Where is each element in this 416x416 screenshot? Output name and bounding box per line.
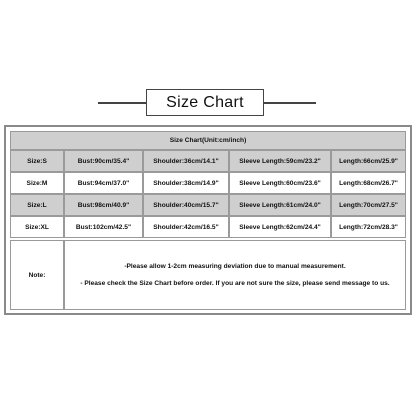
sleeve-length-cell: Sleeve Length:59cm/23.2" — [229, 150, 331, 172]
sleeve-length-cell: Sleeve Length:62cm/24.4" — [229, 216, 331, 238]
title-rule-left — [98, 102, 148, 104]
shoulder-cell: Shoulder:38cm/14.9" — [143, 172, 229, 194]
length-cell: Length:68cm/26.7" — [331, 172, 406, 194]
length-cell: Length:72cm/28.3" — [331, 216, 406, 238]
size-cell: Size:XL — [10, 216, 64, 238]
table-caption: Size Chart(Unit:cm/inch) — [10, 131, 406, 150]
title-rule-right — [264, 102, 316, 104]
shoulder-cell: Shoulder:42cm/16.5" — [143, 216, 229, 238]
sleeve-length-cell: Sleeve Length:61cm/24.0" — [229, 194, 331, 216]
note-line-1: -Please allow 1-2cm measuring deviation due to manual measurement. — [124, 263, 346, 270]
bust-cell: Bust:90cm/35.4" — [64, 150, 143, 172]
bust-cell: Bust:102cm/42.5" — [64, 216, 143, 238]
size-cell: Size:S — [10, 150, 64, 172]
length-cell: Length:70cm/27.5" — [331, 194, 406, 216]
size-cell: Size:L — [10, 194, 64, 216]
note-content — [64, 240, 406, 310]
shoulder-cell: Shoulder:40cm/15.7" — [143, 194, 229, 216]
page-title: Size Chart — [146, 89, 264, 116]
sleeve-length-cell: Sleeve Length:60cm/23.6" — [229, 172, 331, 194]
size-cell: Size:M — [10, 172, 64, 194]
note-line-2: - Please check the Size Chart before order. If you are not sure the size, please send message to us. — [80, 280, 390, 287]
size-chart-table — [4, 125, 412, 315]
bust-cell: Bust:98cm/40.9" — [64, 194, 143, 216]
bust-cell: Bust:94cm/37.0" — [64, 172, 143, 194]
shoulder-cell: Shoulder:36cm/14.1" — [143, 150, 229, 172]
title-banner — [0, 88, 416, 118]
note-label: Note: — [10, 240, 64, 310]
length-cell: Length:66cm/25.9" — [331, 150, 406, 172]
